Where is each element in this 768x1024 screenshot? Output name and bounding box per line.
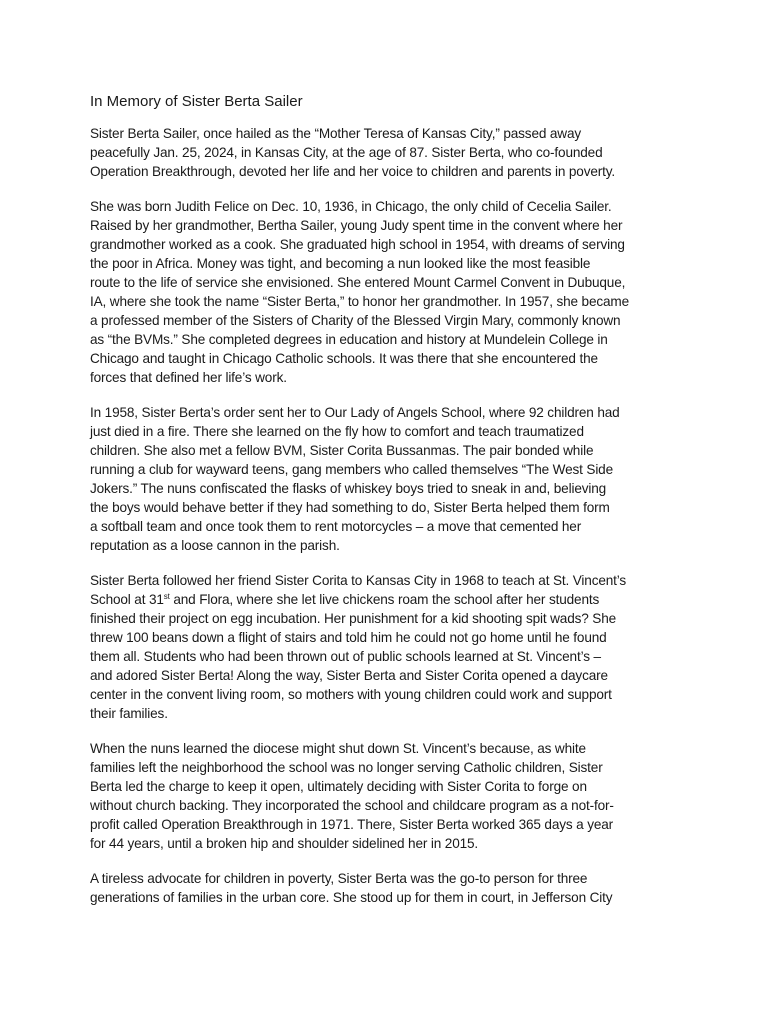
text-line: them all. Students who had been thrown out of public schools learned at St. Vincent’s – <box>90 649 601 664</box>
paragraph <box>90 124 680 181</box>
text-line: for 44 years, until a broken hip and shoulder sidelined her in 2015. <box>90 836 479 851</box>
text-line: the boys would behave better if they had something to do, Sister Berta helped them form <box>90 500 610 515</box>
text-line: running a club for wayward teens, gang members who called themselves “The West Side <box>90 462 614 477</box>
text-line: generations of families in the urban core. She stood up for them in court, in Jefferson City <box>90 890 613 905</box>
paragraph <box>90 571 680 723</box>
text-line: A tireless advocate for children in poverty, Sister Berta was the go-to person for three <box>90 871 588 886</box>
text-line: Berta led the charge to keep it open, ultimately deciding with Sister Corita to forge on <box>90 779 587 794</box>
text-line: peacefully Jan. 25, 2024, in Kansas City, at the age of 87. Sister Berta, who co-founded <box>90 145 603 160</box>
text-line: and adored Sister Berta! Along the way, Sister Berta and Sister Corita opened a daycare <box>90 668 608 683</box>
text-line: a softball team and once took them to rent motorcycles – a move that cemented her <box>90 519 582 534</box>
text-line: center in the convent living room, so mothers with young children could work and support <box>90 687 612 702</box>
text-line: finished their project on egg incubation. Her punishment for a kid shooting spit wads? She <box>90 611 617 626</box>
text-line: In 1958, Sister Berta’s order sent her to Our Lady of Angels School, where 92 children had <box>90 405 620 420</box>
text-line: grandmother worked as a cook. She graduated high school in 1954, with dreams of serving <box>90 237 625 252</box>
document-page <box>90 92 680 923</box>
text-line: the poor in Africa. Money was tight, and becoming a nun looked like the most feasible <box>90 256 591 271</box>
text-line: without church backing. They incorporated the school and childcare program as a not-for- <box>90 798 614 813</box>
document-title: In Memory of Sister Berta Sailer <box>90 93 303 110</box>
text-line: just died in a fire. There she learned on the fly how to comfort and teach traumatized <box>90 424 584 439</box>
text-line: profit called Operation Breakthrough in 1971. There, Sister Berta worked 365 days a year <box>90 817 614 832</box>
ordinal-suffix: st <box>163 592 170 601</box>
text-line: When the nuns learned the diocese might shut down St. Vincent’s because, as white <box>90 741 586 756</box>
paragraph <box>90 197 680 387</box>
text-line: their families. <box>90 706 168 721</box>
text-line: Sister Berta followed her friend Sister Corita to Kansas City in 1968 to teach at St. Vincent’s <box>90 573 627 588</box>
text-line: children. She also met a fellow BVM, Sister Corita Bussanmas. The pair bonded while <box>90 443 594 458</box>
text-segment: School at 31 <box>90 592 164 607</box>
paragraph <box>90 403 680 555</box>
text-line: Raised by her grandmother, Bertha Sailer, young Judy spent time in the convent where her <box>90 218 623 233</box>
text-line: forces that defined her life’s work. <box>90 370 287 385</box>
text-line: reputation as a loose cannon in the parish. <box>90 538 340 553</box>
text-line: Operation Breakthrough, devoted her life and her voice to children and parents in poverty. <box>90 164 616 179</box>
text-line: as “the BVMs.” She completed degrees in education and history at Mundelein College in <box>90 332 608 347</box>
document-body <box>90 124 680 907</box>
text-line: route to the life of service she envisioned. She entered Mount Carmel Convent in Dubuque, <box>90 275 626 290</box>
text-line: IA, where she took the name “Sister Berta,” to honor her grandmother. In 1957, she became <box>90 294 630 309</box>
text-segment: and Flora, where she let live chickens roam the school after her students <box>169 592 600 607</box>
text-line: threw 100 beans down a flight of stairs and told him he could not go home until he found <box>90 630 607 645</box>
text-line: Chicago and taught in Chicago Catholic schools. It was there that she encountered the <box>90 351 598 366</box>
paragraph <box>90 869 680 907</box>
text-line: Jokers.” The nuns confiscated the flasks of whiskey boys tried to sneak in and, believing <box>90 481 607 496</box>
paragraph <box>90 739 680 853</box>
text-line: Sister Berta Sailer, once hailed as the “Mother Teresa of Kansas City,” passed away <box>90 126 582 141</box>
text-line: She was born Judith Felice on Dec. 10, 1936, in Chicago, the only child of Cecelia Sailer. <box>90 199 612 214</box>
text-line: families left the neighborhood the school was no longer serving Catholic children, Sister <box>90 760 603 775</box>
text-line: a professed member of the Sisters of Charity of the Blessed Virgin Mary, commonly known <box>90 313 621 328</box>
text-line <box>90 590 680 609</box>
